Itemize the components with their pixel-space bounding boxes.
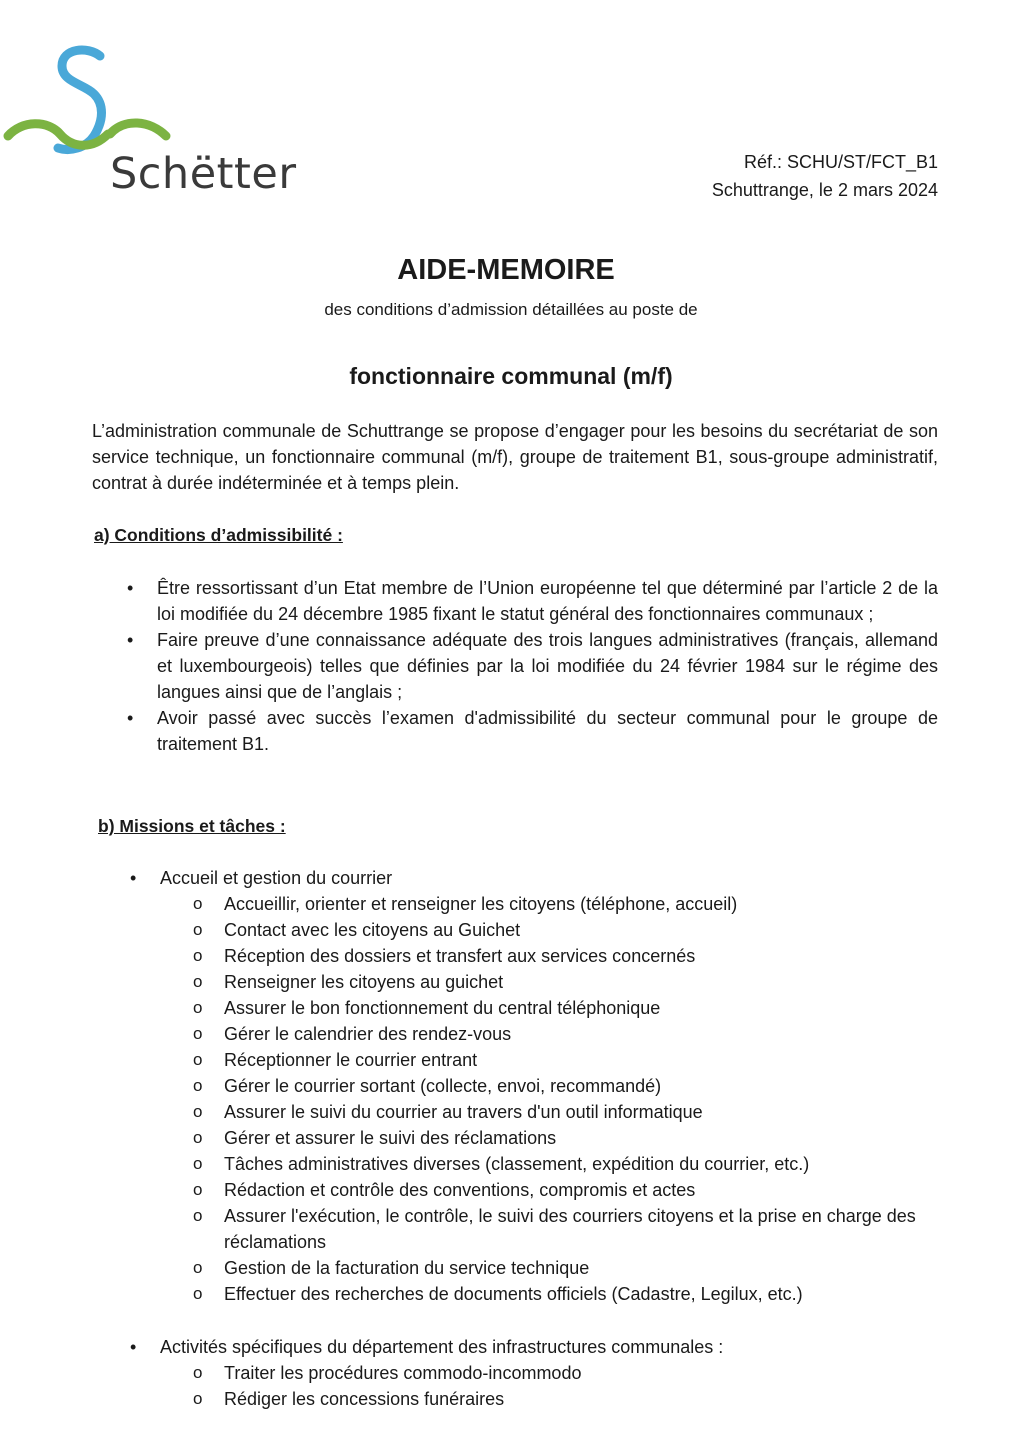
list-item (193, 1099, 938, 1125)
circle-bullet-icon: o (193, 920, 203, 939)
task-list (0, 891, 938, 1307)
document-subtitle: des conditions d’admission détaillées au poste de (324, 300, 698, 319)
job-title: fonctionnaire communal (m/f) (349, 363, 673, 389)
bullet-icon: • (127, 630, 134, 650)
task-text: Effectuer des recherches de documents officiels (Cadastre, Legilux, etc.) (224, 1284, 803, 1304)
circle-bullet-icon: o (193, 1258, 203, 1277)
task-text: Gérer le calendrier des rendez-vous (224, 1024, 512, 1044)
mission-group-text: Activités spécifiques du département des infrastructures communales : (160, 1337, 724, 1357)
list-item (193, 969, 938, 995)
list-item (193, 1047, 938, 1073)
intro-paragraph: L’administration communale de Schuttrange se propose d’engager pour les besoins du secrétariat de son service technique, un fonctionnaire communal (m/f), groupe de traitement B1, sous-groupe administratif, contrat à durée indéterminée et à temps plein. (92, 421, 938, 493)
task-text: Assurer le bon fonctionnement du central téléphonique (224, 998, 661, 1018)
conditions-list (0, 575, 938, 757)
section-b-heading: b) Missions et tâches : (98, 816, 286, 836)
circle-bullet-icon: o (193, 1206, 203, 1225)
task-text: Rédiger les concessions funéraires (224, 1389, 505, 1409)
circle-bullet-icon: o (193, 998, 203, 1017)
task-list (0, 1360, 938, 1412)
list-item (127, 705, 938, 757)
circle-bullet-icon: o (193, 972, 203, 991)
list-item (193, 917, 938, 943)
circle-bullet-icon: o (193, 1363, 203, 1382)
bullet-icon: • (130, 868, 137, 888)
task-text: Réceptionner le courrier entrant (224, 1050, 478, 1070)
list-item (193, 1073, 938, 1099)
task-text: Rédaction et contrôle des conventions, compromis et actes (224, 1180, 696, 1200)
section-a-heading: a) Conditions d’admissibilité : (94, 525, 343, 545)
task-text: Assurer le suivi du courrier au travers d'un outil informatique (224, 1102, 703, 1122)
place-date: Schuttrange, le 2 mars 2024 (711, 180, 938, 200)
list-item (193, 1281, 938, 1307)
list-item (193, 1021, 938, 1047)
mission-group-label (130, 1334, 938, 1360)
reference-block (712, 148, 938, 204)
task-text: Accueillir, orienter et renseigner les citoyens (téléphone, accueil) (224, 894, 738, 914)
mission-group-infrastructures (0, 1334, 938, 1412)
task-text: Réception des dossiers et transfert aux services concernés (224, 946, 696, 966)
task-text: Traiter les procédures commodo-incommodo (224, 1363, 582, 1383)
list-item (193, 943, 938, 969)
condition-text: Avoir passé avec succès l’examen d'admissibilité du secteur communal pour le groupe de traitement B1. (157, 708, 938, 754)
circle-bullet-icon: o (193, 1180, 203, 1199)
circle-bullet-icon: o (193, 1102, 203, 1121)
circle-bullet-icon: o (193, 1154, 203, 1173)
task-text: Assurer l'exécution, le contrôle, le suivi des courriers citoyens et la prise en charge des réclamations (224, 1206, 916, 1252)
document-title: AIDE-MEMOIRE (397, 254, 615, 286)
task-text: Gérer et assurer le suivi des réclamations (224, 1128, 557, 1148)
circle-bullet-icon: o (193, 1389, 203, 1408)
task-text: Gestion de la facturation du service technique (224, 1258, 590, 1278)
task-text: Contact avec les citoyens au Guichet (224, 920, 521, 940)
bullet-icon: • (127, 578, 134, 598)
list-item (193, 891, 938, 917)
circle-bullet-icon: o (193, 1128, 203, 1147)
circle-bullet-icon: o (193, 946, 203, 965)
bullet-icon: • (127, 708, 134, 728)
list-item (127, 627, 938, 705)
condition-text: Être ressortissant d’un Etat membre de l’Union européenne tel que déterminé par l’article 2 de la loi modifiée du 24 décembre 1985 fixant le statut général des fonctionnaires communaux ; (157, 578, 938, 624)
list-item (193, 1151, 938, 1177)
list-item (193, 1203, 938, 1255)
list-item (193, 995, 938, 1021)
list-item (193, 1360, 938, 1386)
mission-group-label (130, 865, 938, 891)
mission-group-accueil (0, 865, 938, 1307)
bullet-icon: • (130, 1337, 137, 1357)
list-item (127, 575, 938, 627)
circle-bullet-icon: o (193, 1024, 203, 1043)
list-item (193, 1125, 938, 1151)
list-item (193, 1255, 938, 1281)
logo-text: Schëtter (110, 149, 297, 199)
circle-bullet-icon: o (193, 1050, 203, 1069)
task-text: Renseigner les citoyens au guichet (224, 972, 504, 992)
circle-bullet-icon: o (193, 1284, 203, 1303)
task-text: Gérer le courrier sortant (collecte, envoi, recommandé) (224, 1076, 662, 1096)
list-item (193, 1386, 938, 1412)
task-text: Tâches administratives diverses (classement, expédition du courrier, etc.) (224, 1154, 810, 1174)
circle-bullet-icon: o (193, 894, 203, 913)
reference-number: Réf.: SCHU/ST/FCT_B1 (743, 152, 938, 172)
list-item (193, 1177, 938, 1203)
circle-bullet-icon: o (193, 1076, 203, 1095)
mission-group-text: Accueil et gestion du courrier (160, 868, 393, 888)
condition-text: Faire preuve d’une connaissance adéquate des trois langues administratives (français, allemand et luxembourgeois) telles que définies par la loi modifiée du 24 février 1984 sur le régime des langues ainsi que de l’anglais ; (157, 630, 938, 702)
